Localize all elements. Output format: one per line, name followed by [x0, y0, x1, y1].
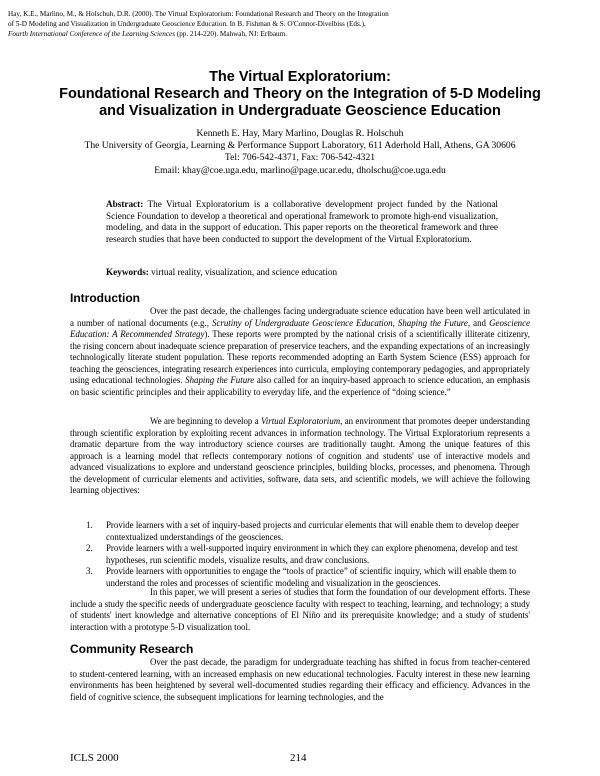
abstract — [106, 199, 498, 245]
keywords-label: Keywords: — [106, 267, 149, 277]
intro-p1-text-a: Over the past decade, the challenges facing undergraduate science education have been well articulated in a number of national documents (e.g., — [70, 306, 530, 328]
intro-p1-text-b: and — [470, 317, 490, 328]
community-research-paragraph-1 — [70, 657, 530, 703]
learning-objectives-list — [86, 520, 530, 589]
introduction-paragraph-3 — [70, 587, 530, 633]
intro-p2-text-a: We are beginning to develop a — [150, 416, 262, 426]
abstract-text: The Virtual Exploratorium is a collaborative development project funded by the National Science Foundation to develop a theoretical and operational framework to promote high-end visualization, modeling, and data in the support of education. This paper reports on the theoretical framework and three research studies that have been conducted to support the development of the Virtual Exploratorium. — [106, 199, 498, 244]
intro-p1-text-d: also called for an inquiry-based approach to science education, an emphasis on basic scientific principles and their applicability to everyday life, and the experience of “doing science.” — [70, 375, 531, 397]
introduction-paragraph-1 — [70, 306, 530, 398]
introduction-paragraph-2 — [70, 416, 530, 497]
list-item-number: 3. — [86, 566, 93, 577]
author-phone: Tel: 706-542-4371, Fax: 706-542-4321 — [224, 152, 376, 164]
list-item-text: Provide learners with a well-supported inquiry environment in which they can explore phenomena, develop and test hypotheses, run scientific models, visualize results, and draw conclusions. — [106, 543, 518, 565]
community-research-heading: Community Research — [70, 642, 194, 656]
title-line-2: Foundational Research and Theory on the Integration of 5-D Modeling — [59, 86, 541, 102]
page-number: 214 — [290, 752, 307, 764]
list-item — [86, 520, 530, 543]
introduction-heading: Introduction — [70, 291, 140, 305]
intro-p1-text-c: ). These reports were prompted by the national crisis of a scientifically illiterate citizenry, the rising concern about inadequate science preparation of preservice teachers, and the expanding expectations of an increasingly technologically literate student population. These reports recommended adopting an Earth System Science (ESS) approach for teaching the geosciences, integrating research experiences into curricula, employing contemporary pedagogies, and appropriately using educational technologies. — [70, 329, 530, 386]
list-item — [86, 566, 530, 589]
list-item-text: Provide learners with a set of inquiry-based projects and curricular elements that will enable them to develop deeper contextualized understandings of the geosciences. — [106, 520, 519, 542]
intro-p2-italic-1: Virtual Exploratorium, — [261, 416, 343, 426]
author-block — [0, 128, 600, 177]
citation-header — [8, 9, 448, 40]
list-item — [86, 543, 530, 566]
citation-line-3 — [8, 29, 448, 39]
list-item-text: Provide learners with opportunities to engage the “tools of practice” of scientific inquiry, which will enable them to understand the roles and processes of scientific modeling and visualization in the geosciences. — [106, 566, 517, 588]
citation-pages: (pp. 214-220). Mahwah, NJ: Erlbaum. — [175, 30, 288, 39]
intro-p2-text-b: an environment that promotes deeper understanding through scientific exploration by exploiting recent advances in information technology. The Virtual Exploratorium represents a dramatic departure from the way introductory science courses are traditionally taught. Among the unique features of this approach is a learning model that reflects contemporary notions of cognition and students' use of interactive models and advanced visualizations to explore and understand geoscience principles, building blocks, processes, and phenomena. Through the development of curricular elements and activities, software, data sets, and scientific models, we will achieve the following learning objectives: — [70, 416, 530, 496]
citation-line-1: Hay, K.E., Marlino, M., & Holschuh, D.R. (2000). The Virtual Exploratorium: Foundational Research and Theory on the Integration — [8, 10, 389, 18]
intro-p1-italic-2: Geoscience Education: A Recommended Strategy — [70, 317, 530, 340]
community-p1-text: Over the past decade, the paradigm for undergraduate teaching has shifted in focus from teacher-centered to student-centered learning, with an increased emphasis on new educational technologies. Faculty interest in these new learning environments has been heightened by several well-documented studies regarding their efficacy and efficiency. Advances in the field of cognitive science, the subsequent implications for learning technologies, and the — [70, 657, 530, 702]
intro-p1-italic-3: Shaping the Future — [185, 375, 255, 386]
list-item-number: 2. — [86, 543, 93, 554]
citation-line-2: of 5-D Modeling and Visualization in Undergraduate Geoscience Education. In B. Fishman & S. O'Connor-Divelbiss (Eds.), — [8, 20, 366, 29]
paper-title — [0, 69, 600, 120]
author-names: Kenneth E. Hay, Mary Marlino, Douglas R. Holschuh — [196, 128, 404, 139]
intro-p3-text: In this paper, we will present a series of studies that form the foundation of our development efforts. These include a study the specific needs of undergraduate geoscience faculty with respect to teaching, learning, and technology; a study of students' inert knowledge and alternative conceptions of El Niño and its prerequisite knowledge; and a study of students' interaction with a prototype 5-D visualization tool. — [70, 587, 530, 632]
keywords — [106, 267, 498, 279]
author-email: Email: khay@coe.uga.edu, marlino@page.ucar.edu, dholschu@coe.uga.edu — [154, 164, 446, 176]
abstract-label: Abstract: — [106, 199, 144, 209]
footer-conference: ICLS 2000 — [70, 752, 119, 764]
title-line-1: The Virtual Exploratorium: — [209, 69, 391, 85]
title-line-3: and Visualization in Undergraduate Geoscience Education — [99, 103, 501, 119]
citation-conference: Fourth International Conference of the Learning Sciences — [8, 30, 176, 39]
keywords-text: virtual reality, visualization, and science education — [148, 267, 338, 277]
author-affiliation: The University of Georgia, Learning & Performance Support Laboratory, 611 Aderhold Hall, Athens, GA 30606 — [84, 140, 516, 152]
list-item-number: 1. — [86, 520, 93, 530]
intro-p1-italic-1: Scrutiny of Undergraduate Geoscience Education, Shaping the Future, — [212, 317, 471, 328]
